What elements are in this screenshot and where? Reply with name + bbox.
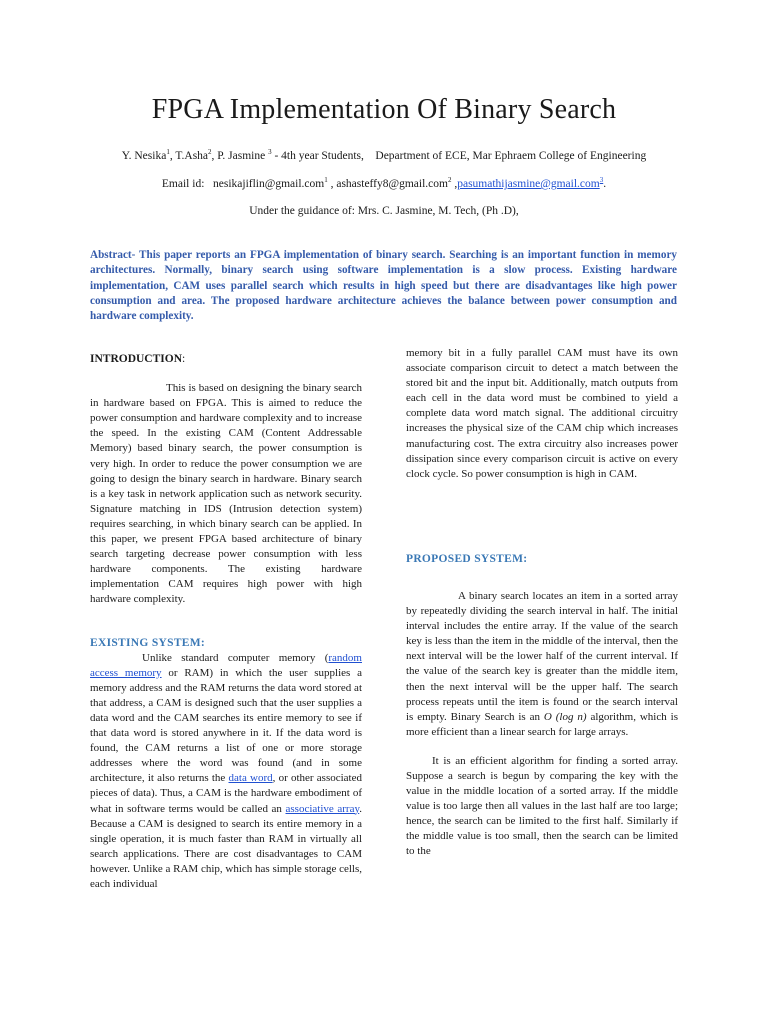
link-random-access-memory[interactable]: random access memory — [90, 651, 362, 679]
abstract: Abstract- This paper reports an FPGA implementation of binary search. Searching is an important function in memory architectures. Normally, binary search using software implementation is a slow process. Existing hardware implementation, CAM uses parallel search which results in high speed but there are disadvantages like high power consumption and area. The proposed hardware architecture achieves the balance between power consumption and hardware complexity. — [90, 249, 677, 323]
text-run: algorithm, which is more efficient than a linear search for large arrays. — [406, 710, 678, 738]
existing-system-paragraph — [90, 651, 362, 893]
email-line — [0, 176, 768, 190]
text-run: or RAM) in which the user supplies a memory address and the RAM returns the data word stored at that address, a CAM is designed such that the user supplies a data word and the CAM searches its entire memory to see if that data word is stored anywhere in it. If the data word is found, the CAM returns a list of one or more storage addresses where the word was found (and in some architecture, it also returns the — [90, 666, 363, 785]
email-2: ashasteffy8@gmail.com — [336, 177, 448, 190]
text-run: , or other associated pieces of data). Thus, a CAM is the hardware embodiment of what in software terms would be called an — [90, 772, 362, 815]
heading-text: INTRODUCTION — [90, 353, 183, 365]
section-heading-proposed-system: PROPOSED SYSTEM: — [406, 552, 528, 565]
heading-colon: : — [182, 353, 186, 365]
email-link-3[interactable]: pasumathijasmine@gmail.com — [457, 177, 600, 190]
text-run: Unlike standard computer memory ( — [142, 651, 329, 664]
big-o-notation: O (log n) — [543, 710, 587, 723]
affiliation-text: - 4th year Students, Department of ECE, Mar Ephraem College of Engineering — [271, 149, 647, 162]
paper-title: FPGA Implementation Of Binary Search — [151, 94, 617, 125]
email-label: Email id: — [161, 177, 214, 190]
spacer — [406, 567, 678, 589]
section-heading-introduction — [90, 352, 362, 367]
link-associative-array[interactable]: associative array — [285, 802, 360, 815]
spacer — [406, 740, 678, 754]
author-name: Y. Nesika — [121, 149, 167, 162]
affiliation-mark: 1 — [166, 148, 170, 156]
affiliation-mark: 2 — [208, 148, 212, 156]
spacer — [90, 608, 362, 636]
guidance-line: Under the guidance of: Mrs. C. Jasmine, M. Tech, (Ph .D), — [249, 205, 519, 217]
affiliation-mark: 3 — [268, 148, 272, 156]
email-end: . — [603, 177, 607, 190]
author-name: , T.Asha — [169, 149, 209, 162]
introduction-paragraph: This is based on designing the binary search in hardware based on FPGA. This is aimed to reduce the power consumption and hardware complexity and to increase the speed. In the existing CAM (Content Addressable Memory) based binary search, the power consumption is very high. In order to reduce the power consumption we are going to design the binary search in hardware. Binary search is a key task in network application such as network security. Signature matching in IDS (Intrusion detection system) requires searching, in which binary search can be applied. In this paper, we present FPGA based architecture of binary search targeting decrease power consumption with less hardware components. The existing hardware implementation CAM requires high power with high hardware complexity. — [90, 382, 362, 606]
spacer — [90, 367, 362, 381]
author-line — [0, 148, 768, 162]
text-run: . Because a CAM is designed to search its entire memory in a single operation, it is much faster than RAM in virtually all search applications. There are cost disadvantages to CAM however. Unlike a RAM chip, which has simple storage cells, each individual — [90, 802, 362, 890]
email-sep: , — [451, 177, 458, 190]
email-mark: 2 — [447, 176, 452, 184]
email-sep: , — [327, 177, 337, 190]
existing-system-continued: memory bit in a fully parallel CAM must have its own associate comparison circuit to detect a match between the stored bit and the input bit. Additionally, match outputs from each cell in the data word must be combined to yield a complete data word match signal. The additional circuitry increases the physical size of the CAM chip which increases manufacturing cost. The extra circuitry also increases power dissipation since every comparison circuit is active on every clock cycle. So power consumption is high in CAM. — [406, 347, 678, 480]
left-column — [90, 346, 362, 892]
link-data-word[interactable]: data word — [228, 772, 273, 785]
spacer — [406, 482, 678, 552]
right-column — [406, 346, 678, 860]
section-heading-existing-system: EXISTING SYSTEM: — [90, 636, 206, 649]
email-1: nesikajiflin@gmail.com — [213, 177, 325, 190]
proposed-paragraph-1 — [406, 589, 678, 740]
proposed-paragraph-2: It is an efficient algorithm for finding a sorted array. Suppose a search is begun by comparing the key with the value in the middle location of a sorted array. If the middle value is too large then all values in the last half are too large; hence, the search can be limited to the first half. Similarly if the middle value is too small, then the search can be limited to the — [406, 754, 678, 858]
text-run: A binary search locates an item in a sorted array by repeatedly dividing the search interval in half. The initial interval includes the entire array. If the value of the search key is less than the item in the middle of the interval, then the next interval will be the lower half of the current interval. If the value of the search key is greater than the middle item, then the next interval will be the upper half. The search process repeats until the item is found or the search interval is empty. Binary Search is an — [406, 589, 678, 723]
email-mark: 1 — [324, 176, 328, 184]
author-name: , P. Jasmine — [211, 149, 269, 162]
email-mark: 3 — [599, 176, 604, 184]
